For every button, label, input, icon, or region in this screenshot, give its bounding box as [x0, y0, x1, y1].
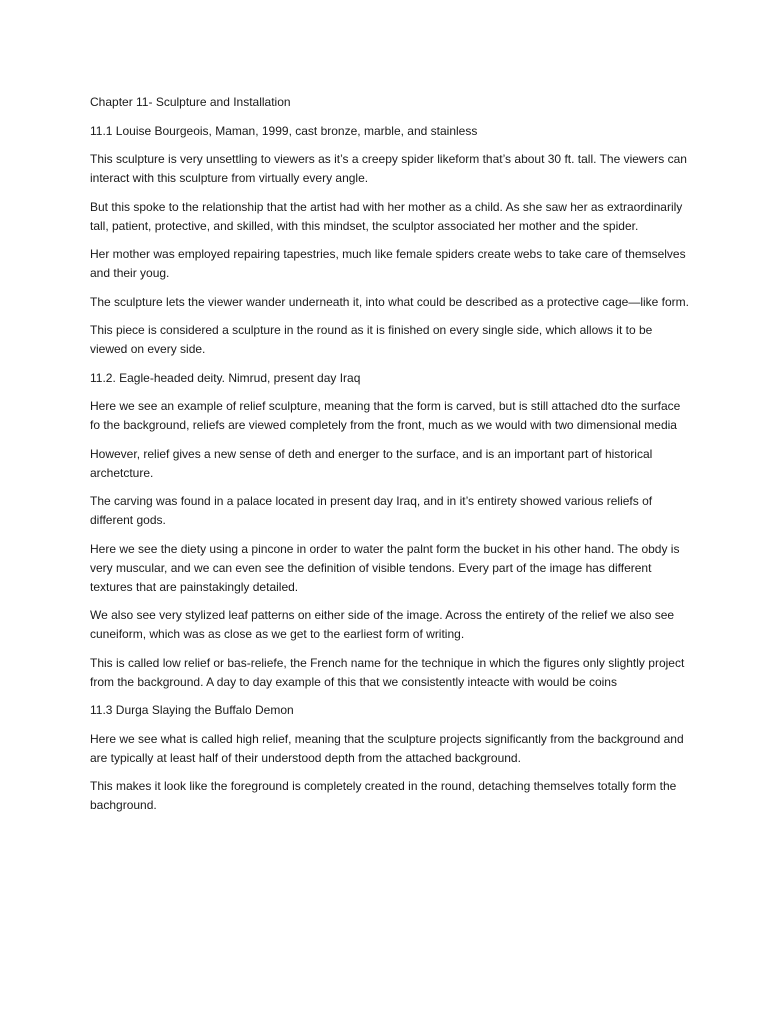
paragraph: Here we see the diety using a pincone in order to water the palnt form the bucket in his other hand. The obdy is very muscular, and we can even see the definition of visible tendons. Every part of the image has different textures that are painstakingly detailed.	[90, 541, 680, 594]
paragraph: We also see very stylized leaf patterns on either side of the image. Across the entirety of the relief we also see cuneiform, which was as close as we get to the earliest form of writing.	[90, 608, 675, 641]
paragraph: This sculpture is very unsettling to viewers as it’s a creepy spider likeform that’s about 30 ft. tall. The viewers can interact with this sculpture from virtually every angle.	[90, 152, 687, 185]
paragraph: This is called low relief or bas-reliefe, the French name for the technique in which the figures only slightly project from the background. A day to day example of this that we consistently inteacte with would be coins	[90, 655, 685, 689]
paragraph: This makes it look like the foreground is completely created in the round, detaching themselves totally form the bachground.	[90, 779, 677, 812]
section-heading-11-3: 11.3 Durga Slaying the Buffalo Demon	[90, 703, 294, 717]
paragraph: This piece is considered a sculpture in the round as it is finished on every single side, which allows it to be viewed on every side.	[90, 323, 653, 356]
paragraph: Her mother was employed repairing tapestries, much like female spiders create webs to take care of themselves and their youg.	[90, 247, 686, 280]
chapter-title: Chapter 11- Sculpture and Installation	[90, 95, 291, 109]
paragraph: Here we see what is called high relief, meaning that the sculpture projects significantly from the background and are typically at least half of their understood depth from the attached background.	[90, 731, 684, 765]
paragraph: Here we see an example of relief sculpture, meaning that the form is carved, but is still attached dto the surface fo the background, reliefs are viewed completely from the front, much as we would with two dimensional media	[90, 399, 681, 432]
section-heading-11-1: 11.1 Louise Bourgeois, Maman, 1999, cast bronze, marble, and stainless	[90, 123, 478, 138]
document-body	[90, 93, 690, 825]
paragraph: The carving was found in a palace located in present day Iraq, and in it’s entirety showed various reliefs of different gods.	[90, 494, 653, 527]
section-heading-11-2: 11.2. Eagle-headed deity. Nimrud, present day Iraq	[90, 370, 361, 385]
paragraph: The sculpture lets the viewer wander underneath it, into what could be described as a protective cage—like form.	[90, 294, 689, 309]
paragraph: However, relief gives a new sense of deth and energer to the surface, and is an important part of historical archetcture.	[90, 446, 653, 480]
paragraph: But this spoke to the relationship that the artist had with her mother as a child. As she saw her as extraordinarily tall, patient, protective, and skilled, with this mindset, the sculptor associated her mother and the spider.	[90, 199, 683, 233]
